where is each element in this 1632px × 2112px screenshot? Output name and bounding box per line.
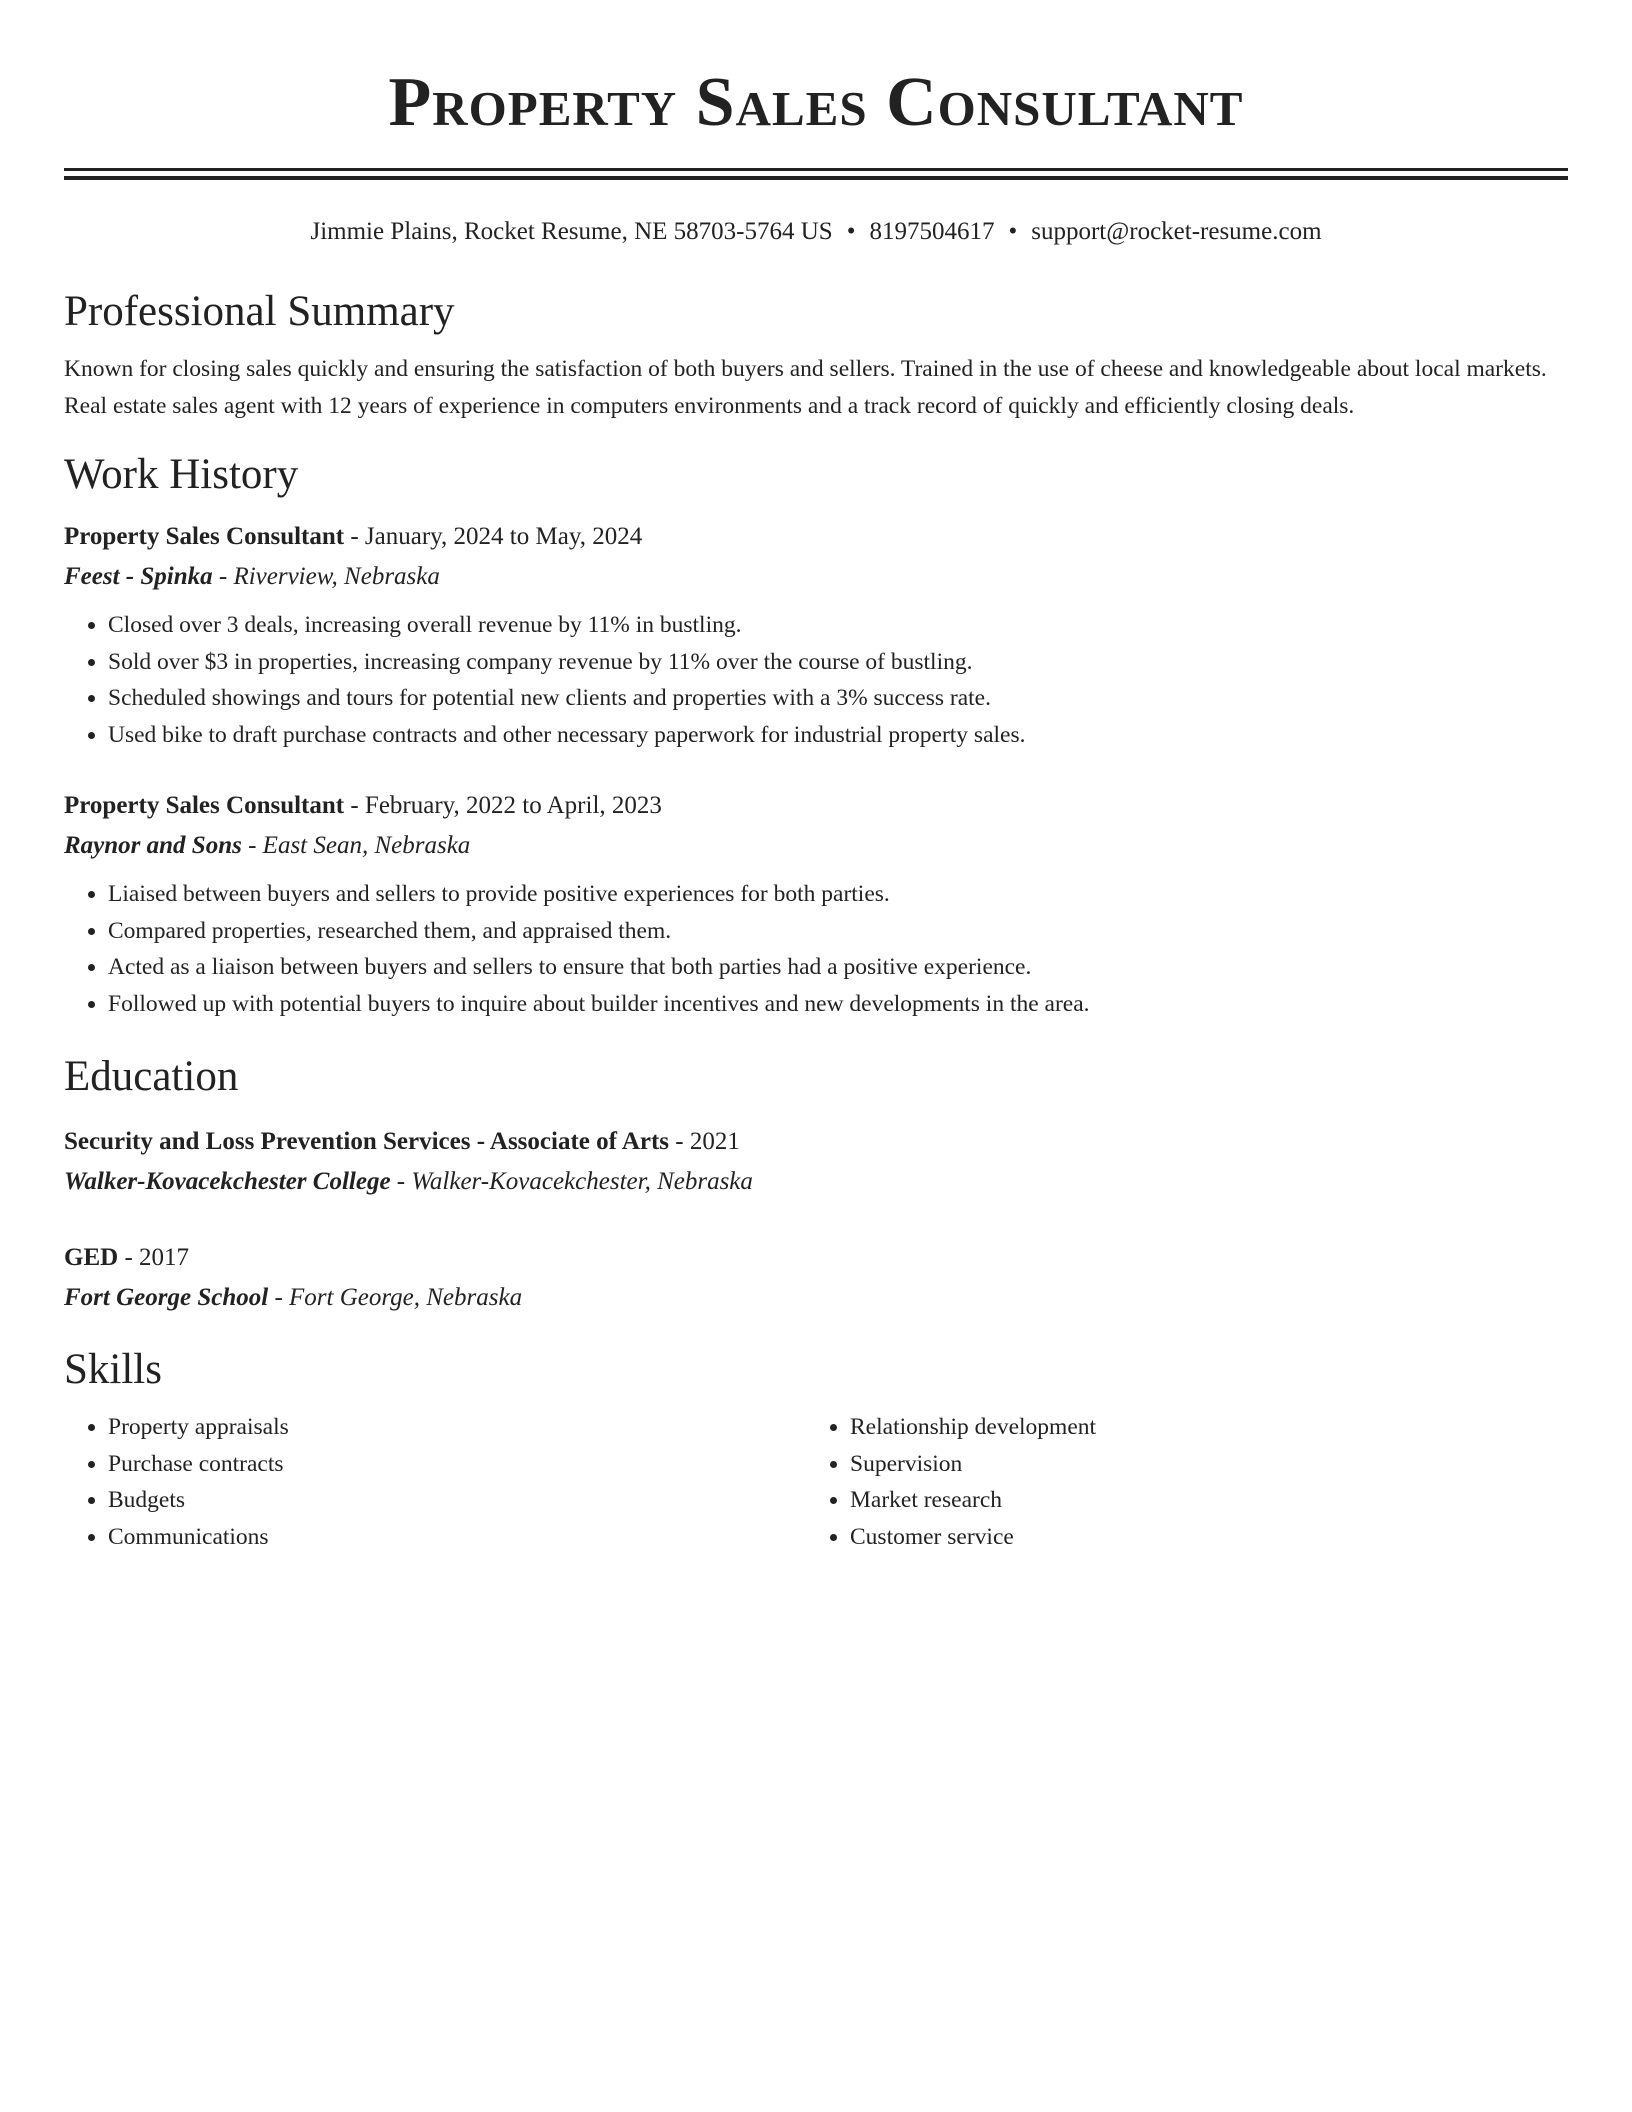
skills-heading: Skills bbox=[64, 1346, 162, 1393]
education-year: - 2021 bbox=[669, 1128, 740, 1155]
contact-address: Jimmie Plains, Rocket Resume, NE 58703-5764 US bbox=[310, 218, 833, 245]
skill-item: • Relationship development bbox=[850, 1409, 1548, 1446]
job-bullet: • Followed up with potential buyers to inquire about builder incentives and new developments in the area. bbox=[108, 986, 1568, 1023]
skill-item: • Property appraisals bbox=[108, 1409, 806, 1446]
job-title-line bbox=[64, 517, 1568, 557]
education-entry bbox=[64, 1238, 1568, 1318]
skill-item: • Customer service bbox=[850, 1519, 1548, 1556]
education-degree: Security and Loss Prevention Services - Associate of Arts bbox=[64, 1128, 670, 1155]
contact-separator: • bbox=[846, 218, 856, 245]
education-school-line bbox=[64, 1278, 1568, 1318]
job-location: - Riverview, Nebraska bbox=[212, 563, 440, 590]
job-bullet: • Liaised between buyers and sellers to provide positive experiences for both parties. bbox=[108, 876, 1568, 913]
job-bullet: • Closed over 3 deals, increasing overall revenue by 11% in bustling. bbox=[108, 607, 1568, 644]
contact-separator: • bbox=[1008, 218, 1018, 245]
job-title: Property Sales Consultant bbox=[64, 523, 345, 550]
skill-item: • Supervision bbox=[850, 1446, 1548, 1483]
job-company-line bbox=[64, 826, 1568, 866]
job-bullet: • Used bike to draft purchase contracts and other necessary paperwork for industrial property sales. bbox=[108, 717, 1568, 754]
skills-column-left bbox=[64, 1409, 806, 1555]
job-entry bbox=[64, 786, 1568, 1022]
work-history-heading: Work History bbox=[64, 451, 299, 498]
job-company: Raynor and Sons bbox=[64, 832, 242, 859]
skills-list bbox=[64, 1409, 1568, 1555]
contact-email: support@rocket-resume.com bbox=[1031, 218, 1322, 245]
education-location: - Walker-Kovacekchester, Nebraska bbox=[390, 1168, 753, 1195]
education-entry bbox=[64, 1122, 1568, 1202]
summary-text: Known for closing sales quickly and ensuring the satisfaction of both buyers and sellers. Trained in the use of cheese and knowledgeable about local markets. Real estate sales agent with 12 years of experience in computers environments and a track record of quickly and efficiently closing deals. bbox=[64, 356, 1547, 419]
job-title: Property Sales Consultant bbox=[64, 792, 345, 819]
job-bullet: • Compared properties, researched them, and appraised them. bbox=[108, 913, 1568, 950]
skill-item: • Budgets bbox=[108, 1482, 806, 1519]
education-degree-line bbox=[64, 1122, 1568, 1162]
skill-item: • Market research bbox=[850, 1482, 1548, 1519]
skill-item: • Purchase contracts bbox=[108, 1446, 806, 1483]
job-company-line bbox=[64, 557, 1568, 597]
job-bullet: • Acted as a liaison between buyers and sellers to ensure that both parties had a positive experience. bbox=[108, 949, 1568, 986]
job-bullet: • Sold over $3 in properties, increasing company revenue by 11% over the course of bustling. bbox=[108, 644, 1568, 681]
skills-column-right bbox=[806, 1409, 1548, 1555]
summary-heading: Professional Summary bbox=[64, 288, 455, 335]
contact-phone: 8197504617 bbox=[869, 218, 995, 245]
job-bullet: • Scheduled showings and tours for potential new clients and properties with a 3% success rate. bbox=[108, 680, 1568, 717]
education-degree-line bbox=[64, 1238, 1568, 1278]
header-rule-top bbox=[64, 168, 1568, 171]
job-bullets bbox=[64, 876, 1568, 1022]
job-bullets bbox=[64, 607, 1568, 753]
education-location: - Fort George, Nebraska bbox=[268, 1284, 523, 1311]
education-school-line bbox=[64, 1162, 1568, 1202]
education-degree: GED bbox=[64, 1244, 119, 1271]
resume-title: Property Sales Consultant bbox=[388, 64, 1244, 141]
education-school: Walker-Kovacekchester College bbox=[64, 1168, 391, 1195]
job-dates: - February, 2022 to April, 2023 bbox=[344, 792, 662, 819]
education-school: Fort George School bbox=[64, 1284, 269, 1311]
header-rule-bottom bbox=[64, 176, 1568, 180]
job-entry bbox=[64, 517, 1568, 753]
job-company: Feest - Spinka bbox=[64, 563, 213, 590]
job-title-line bbox=[64, 786, 1568, 826]
skill-item: • Communications bbox=[108, 1519, 806, 1556]
education-year: - 2017 bbox=[118, 1244, 190, 1271]
job-location: - East Sean, Nebraska bbox=[241, 832, 471, 859]
education-heading: Education bbox=[64, 1053, 239, 1100]
job-dates: - January, 2024 to May, 2024 bbox=[344, 523, 643, 550]
contact-line bbox=[64, 216, 1568, 248]
